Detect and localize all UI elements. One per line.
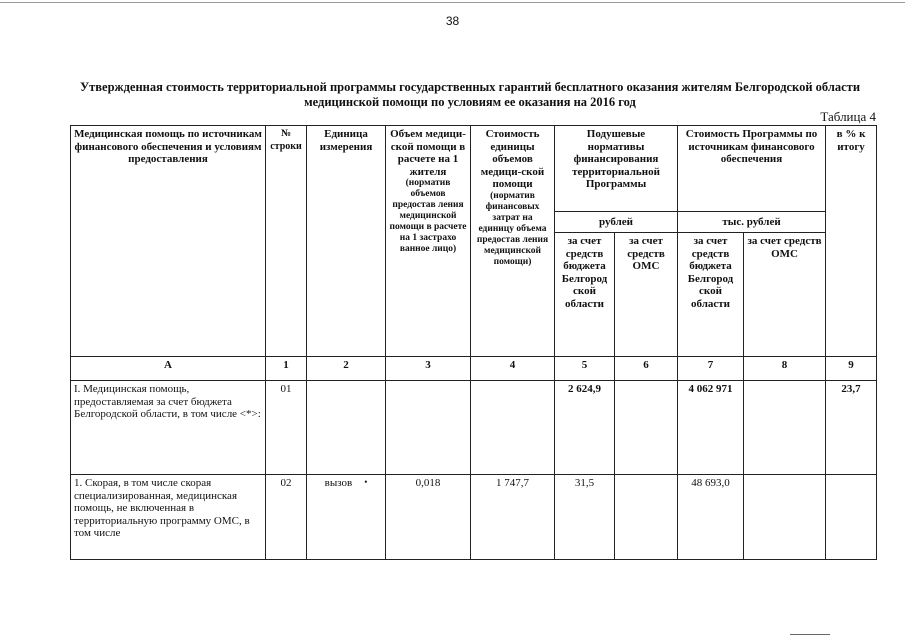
row-percent [826,475,877,560]
header-col-a: Медицинская помощь по источникам финансового обеспечения и условиям предоставления [71,126,266,357]
row-volume [386,381,471,475]
header-col-6: за счет средств ОМС [615,233,678,357]
column-number: 7 [678,357,744,381]
header-col-4-sub: (норматив финансовых затрат на единицу объема предостав ления медицинской помощи) [476,190,549,267]
table-label: Таблица 4 [820,109,876,124]
header-col-7: за счет средств бюджета Белгород ской области [678,233,744,357]
header-row-main [71,126,877,212]
row-unit-cell [307,475,386,560]
document-title: Утвержденная стоимость территориальной программы государственных гарантий бесплатного оказания жителям Белгородской области медицинской помощи по условиям ее оказания на 2016 год [79,80,861,109]
column-numbers-row [71,357,877,381]
column-number: А [71,357,266,381]
header-col-4-main: Стоимость единицы объемов медици-ской помощи [480,128,545,190]
unit-rubles: рублей [555,212,678,233]
row-per-capita-budget: 2 624,9 [555,381,615,475]
row-line: 02 [266,475,307,560]
header-col-8: за счет средств ОМС [744,233,826,357]
unit-thousand-rubles: тыс. рублей [678,212,826,233]
column-number: 1 [266,357,307,381]
header-col-2: Единица измерения [307,126,386,357]
column-number: 9 [826,357,877,381]
header-col-3-sub: (норматив объемов предостав ления медицинской помощи в расчете на 1 застрахо ванное лицо) [389,178,467,254]
row-total-oms [744,475,826,560]
header-col-5: за счет средств бюджета Белгород ской области [555,233,615,357]
header-col-9: в % к итогу [826,126,877,357]
row-cost: 1 747,7 [471,475,555,560]
column-number: 6 [615,357,678,381]
header-col-7-8: Стоимость Программы по источникам финансового обеспечения [678,126,826,212]
row-unit: вызов [324,477,353,489]
header-col-3-main: Объем медици-ской помощи в расчете на 1 жителя [390,128,466,178]
header-col-5-6: Подушевые нормативы финансирования территориальной Программы [555,126,678,212]
row-cost [471,381,555,475]
row-percent: 23,7 [826,381,877,475]
row-name: I. Медицинская помощь, предоставляемая за счет бюджета Белгородской области, в том числе <*>: [71,381,266,475]
row-name: 1. Скорая, в том числе скорая специализированная, медицинская помощь, не включенная в территориальную программу ОМС, в том числе [71,475,266,560]
column-number: 8 [744,357,826,381]
page-number: 38 [445,14,460,28]
column-number: 3 [386,357,471,381]
row-total-budget: 4 062 971 [678,381,744,475]
row-per-capita-budget: 31,5 [555,475,615,560]
top-rule [0,2,905,3]
header-col-1: № строки [266,126,307,357]
row-per-capita-oms [615,381,678,475]
table-row [71,381,877,475]
column-number: 4 [471,357,555,381]
row-per-capita-oms [615,475,678,560]
footer-rule [790,634,830,635]
cost-table [70,125,877,560]
row-total-oms [744,381,826,475]
header-col-4 [471,126,555,357]
row-unit [307,381,386,475]
row-volume: 0,018 [386,475,471,560]
column-number: 2 [307,357,386,381]
dot-mark: • [364,477,368,487]
row-line: 01 [266,381,307,475]
row-total-budget: 48 693,0 [678,475,744,560]
table-row [71,475,877,560]
header-col-3 [386,126,471,357]
column-number: 5 [555,357,615,381]
